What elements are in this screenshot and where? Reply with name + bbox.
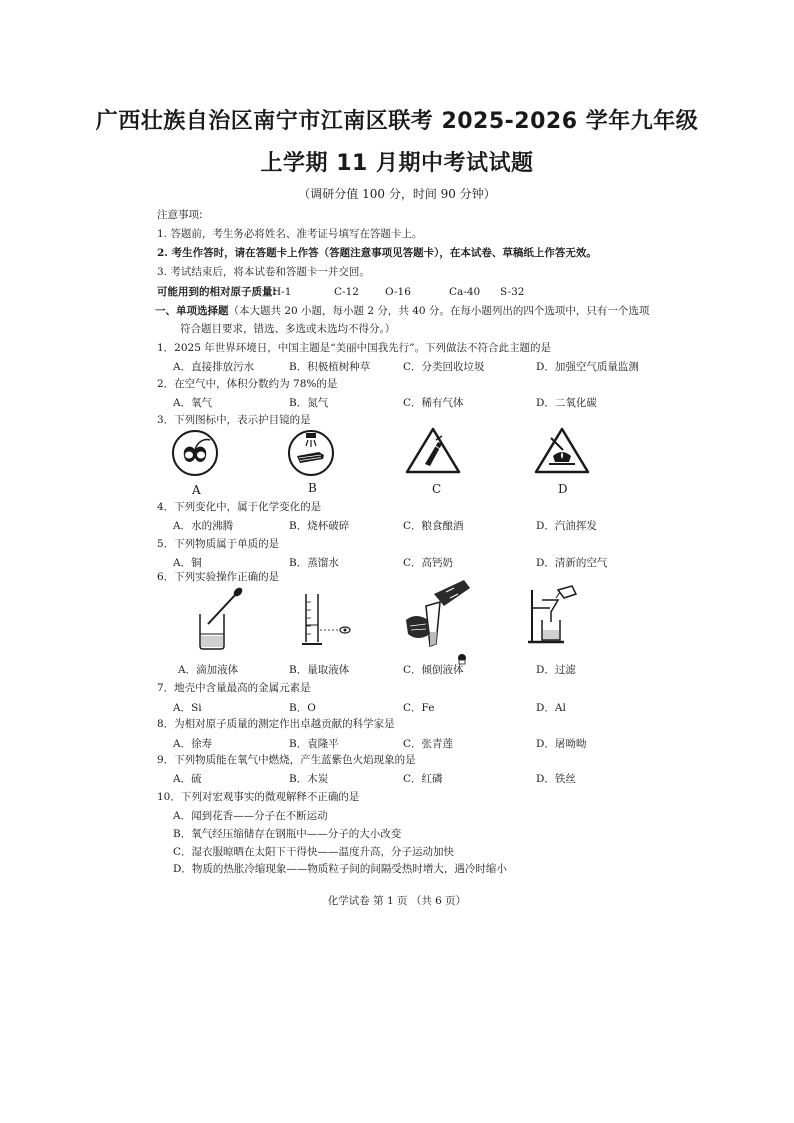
question-8-option-a: A．徐寿 <box>173 738 213 750</box>
goggles-sign-icon <box>170 428 220 478</box>
wash-hands-sign-icon <box>286 428 336 478</box>
question-8-options <box>173 736 693 750</box>
question-7-option-d: D．Al <box>536 702 566 714</box>
question-4-stem: 4．下列变化中，属于化学变化的是 <box>157 501 322 513</box>
question-8-stem: 8．为相对原子质量的测定作出卓越贡献的科学家是 <box>157 718 395 730</box>
atomic-masses-label: 可能用到的相对原子质量: <box>157 286 277 298</box>
question-7-option-b: B．O <box>289 702 316 714</box>
question-6-option-b: B．量取液体 <box>289 664 350 676</box>
question-9-options <box>173 771 693 785</box>
question-6-option-a: A．滴加液体 <box>178 664 239 676</box>
question-1-options <box>173 359 693 373</box>
question-4-option-b: B．烧杯破碎 <box>289 520 350 532</box>
question-1-option-d: D．加强空气质量监测 <box>536 361 639 373</box>
section1-instructions-2: 符合题目要求，错选、多选或未选均不得分。） <box>180 323 396 335</box>
question-7-options <box>173 700 693 714</box>
question-2-option-c: C．稀有气体 <box>403 397 464 409</box>
heating-warning-icon <box>533 426 591 476</box>
filtration-setup-illustration <box>520 582 584 646</box>
pouring-liquid-illustration <box>396 576 476 666</box>
question-9-stem: 9．下列物质能在氧气中燃烧，产生蓝紫色火焰现象的是 <box>157 754 416 766</box>
question-5-option-d: D．清新的空气 <box>536 557 608 569</box>
exam-score-time: （调研分值 100 分，时间 90 分钟） <box>298 187 496 201</box>
question-9-option-a: A．硫 <box>173 773 202 785</box>
section1-header <box>155 304 649 318</box>
question-2-option-b: B．氮气 <box>289 397 329 409</box>
question-1-option-b: B．积极植树种草 <box>289 361 371 373</box>
atomic-mass-ca: Ca-40 <box>449 286 481 298</box>
atomic-mass-c: C-12 <box>334 286 359 298</box>
section1-instructions-1: （本大题共 20 小题，每小题 2 分，共 40 分。在每小题列出的四个选项中，只有一个选项 <box>228 305 650 317</box>
question-6-options <box>178 662 698 676</box>
question-10-option-b: B．氧气经压缩储存在钢瓶中——分子的大小改变 <box>173 828 402 840</box>
question-6-option-d: D．过滤 <box>536 664 576 676</box>
question-1-option-c: C．分类回收垃圾 <box>403 361 485 373</box>
question-2-options <box>173 395 693 409</box>
exam-title-line-2: 上学期 11 月期中考试试题 <box>260 151 534 176</box>
question-4-options <box>173 518 693 532</box>
question-3-option-c: C <box>432 482 442 496</box>
question-6-option-c: C．倾倒液体 <box>403 664 464 676</box>
question-7-option-a: A．Si <box>173 702 202 714</box>
question-1-stem: 1．2025 年世界环境日，中国主题是“美丽中国我先行”。下列做法不符合此主题的是 <box>157 342 551 354</box>
question-7-stem: 7．地壳中含量最高的金属元素是 <box>157 682 311 694</box>
question-5-options <box>173 555 693 569</box>
sharp-object-warning-icon <box>404 426 462 476</box>
question-10-stem: 10．下列对宏观事实的微观解释不正确的是 <box>157 791 360 803</box>
question-2-stem: 2．在空气中，体积分数约为 78%的是 <box>157 378 338 390</box>
question-5-option-c: C．高钙奶 <box>403 557 454 569</box>
dropper-beaker-illustration <box>188 586 248 652</box>
atomic-masses <box>157 285 577 299</box>
question-2-option-d: D．二氧化碳 <box>536 397 597 409</box>
question-5-stem: 5．下列物质属于单质的是 <box>157 538 280 550</box>
atomic-mass-o: O-16 <box>385 286 411 298</box>
question-5-option-a: A．铜 <box>173 557 202 569</box>
question-6-stem: 6．下列实验操作正确的是 <box>157 571 280 583</box>
question-3-option-d: D <box>558 482 568 496</box>
question-8-option-c: C．张青莲 <box>403 738 454 750</box>
question-10-option-d: D．物质的热胀冷缩现象——物质粒子间的间隔受热时增大，遇冷时缩小 <box>173 863 507 875</box>
question-4-option-a: A．水的沸腾 <box>173 520 234 532</box>
question-2-option-a: A．氧气 <box>173 397 213 409</box>
question-9-option-b: B．木炭 <box>289 773 329 785</box>
page-footer: 化学试卷 第 1 页 （共 6 页） <box>327 895 467 907</box>
section1-title: 一、单项选择题 <box>155 305 229 317</box>
graduated-cylinder-illustration <box>298 592 358 650</box>
notice-heading: 注意事项: <box>157 209 203 221</box>
atomic-mass-s: S-32 <box>500 286 525 298</box>
question-5-option-b: B．蒸馏水 <box>289 557 339 569</box>
atomic-mass-h: H-1 <box>272 286 292 298</box>
question-7-option-c: C．Fe <box>403 702 435 714</box>
notice-item-2: 2. 考生作答时，请在答题卡上作答（答题注意事项见答题卡），在本试卷、草稿纸上作答无效。 <box>157 247 597 259</box>
question-4-option-d: D．汽油挥发 <box>536 520 597 532</box>
question-8-option-d: D．屠呦呦 <box>536 738 587 750</box>
question-8-option-b: B．袁隆平 <box>289 738 339 750</box>
question-10-option-a: A．闻到花香——分子在不断运动 <box>173 810 328 822</box>
exam-title-line-1: 广西壮族自治区南宁市江南区联考 2025-2026 学年九年级 <box>95 109 699 134</box>
question-9-option-d: D．铁丝 <box>536 773 576 785</box>
question-9-option-c: C．红磷 <box>403 773 443 785</box>
question-10-option-c: C．湿衣服晾晒在太阳下干得快——温度升高，分子运动加快 <box>173 846 455 858</box>
question-3-option-a: A <box>192 483 201 497</box>
question-1-option-a: A．直接排放污水 <box>173 361 255 373</box>
question-3-option-b: B <box>308 481 317 495</box>
notice-item-1: 1. 答题前，考生务必将姓名、准考证号填写在答题卡上。 <box>157 228 423 240</box>
question-4-option-c: C．粮食酿酒 <box>403 520 464 532</box>
question-3-stem: 3．下列图标中，表示护目镜的是 <box>157 414 311 426</box>
notice-item-3: 3. 考试结束后，将本试卷和答题卡一并交回。 <box>157 266 370 278</box>
